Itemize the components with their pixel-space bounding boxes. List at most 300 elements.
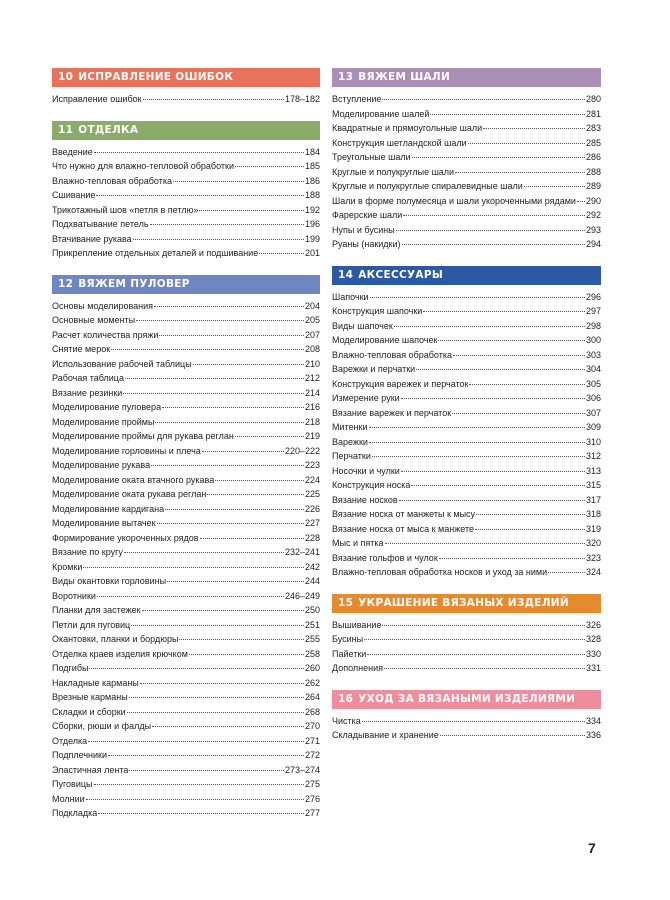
toc-entry[interactable]: [332, 290, 601, 305]
entry-label: Окантовки, планки и бордюры: [52, 634, 179, 644]
dot-leader: [403, 214, 585, 216]
entry-label: Планки для застежек: [52, 605, 141, 615]
toc-entry[interactable]: [332, 208, 601, 223]
toc-entry[interactable]: [332, 493, 601, 508]
dot-leader: [385, 542, 585, 544]
dot-leader: [483, 127, 585, 129]
entry-page: 223: [304, 460, 320, 470]
toc-entry[interactable]: [332, 551, 601, 566]
dot-leader: [150, 223, 304, 225]
toc-entry[interactable]: [332, 420, 601, 435]
entry-page: 185: [304, 161, 320, 171]
dot-leader: [97, 595, 284, 597]
dot-leader: [86, 798, 304, 800]
dot-leader: [127, 711, 304, 713]
toc-section-16: [332, 690, 601, 743]
entry-page: 334: [585, 715, 601, 726]
toc-entry[interactable]: [52, 589, 320, 604]
page-number: 7: [588, 840, 596, 856]
entry-page: 318: [585, 509, 601, 519]
dot-leader: [98, 812, 304, 814]
entry-label: Втачивание рукава: [52, 233, 132, 244]
section-title: АКСЕССУАРЫ: [358, 268, 444, 281]
dot-leader: [577, 200, 585, 202]
dot-leader: [159, 334, 304, 336]
toc-entry[interactable]: [52, 719, 320, 734]
dot-leader: [235, 435, 304, 437]
entry-page: 262: [304, 677, 320, 688]
toc-entry[interactable]: [332, 237, 601, 252]
right-column: [332, 68, 601, 757]
entry-page: 285: [585, 137, 601, 148]
entry-page: 186: [304, 175, 320, 186]
entry-page: 207: [304, 329, 320, 340]
dot-leader: [162, 406, 304, 408]
entry-page: 268: [304, 706, 320, 717]
dot-leader: [402, 243, 585, 245]
toc-entry[interactable]: [332, 179, 601, 194]
entry-page: 330: [585, 648, 601, 659]
entry-page: 264: [304, 692, 320, 702]
entry-label: Моделирование вытачек: [52, 518, 156, 528]
toc-entry[interactable]: [332, 449, 601, 464]
section-title: УКРАШЕНИЕ ВЯЗАНЫХ ИЗДЕЛИЙ: [358, 596, 569, 609]
toc-entry[interactable]: [332, 150, 601, 165]
entry-page: 246–249: [284, 590, 320, 601]
toc-entry[interactable]: [52, 545, 320, 560]
entry-label: Накладные карманы: [52, 677, 139, 688]
section-number: 11: [58, 123, 74, 136]
entry-label: Вязание гольфов и чулок: [332, 552, 438, 563]
dot-leader: [96, 194, 304, 196]
entry-label: Треугольные шали: [332, 152, 411, 162]
section-header: [52, 121, 320, 140]
toc-entry[interactable]: [52, 342, 320, 357]
entry-label: Квадратные и прямоугольные шали: [332, 123, 483, 133]
dot-leader: [370, 296, 585, 298]
toc-entry[interactable]: [52, 560, 320, 575]
dot-leader: [455, 171, 585, 173]
toc-entry[interactable]: [332, 165, 601, 180]
entry-page: 283: [585, 123, 601, 133]
toc-entry[interactable]: [332, 136, 601, 151]
entry-label: Вязание по кругу: [52, 547, 123, 557]
entry-page: 290: [585, 195, 601, 206]
entry-page: 315: [585, 480, 601, 490]
dot-leader: [83, 566, 304, 568]
dot-leader: [179, 638, 304, 640]
entry-label: Эластичная лента: [52, 764, 129, 775]
entry-label: Круглые и полукруглые шали: [332, 166, 455, 177]
entry-page: 220–222: [284, 445, 320, 456]
entry-label: Митенки: [332, 422, 368, 432]
toc-entry[interactable]: [52, 159, 320, 174]
entry-label: Прикрепление отдельных деталей и подшивание: [52, 248, 259, 258]
entry-page: 297: [585, 306, 601, 316]
toc-entry[interactable]: [52, 502, 320, 517]
entry-label: Складки и сборки: [52, 706, 126, 717]
toc-entry[interactable]: [332, 435, 601, 450]
dot-leader: [412, 156, 585, 158]
toc-entry[interactable]: [332, 522, 601, 537]
entry-page: 304: [585, 364, 601, 374]
entry-page: 276: [304, 793, 320, 804]
entry-label: Влажно-тепловая обработка: [52, 175, 172, 186]
entry-label: Основы моделирования: [52, 300, 154, 311]
dot-leader: [124, 551, 284, 553]
dot-leader: [439, 557, 585, 559]
entry-page: 292: [585, 210, 601, 220]
section-header: [332, 690, 601, 709]
section-title: УХОД ЗА ВЯЗАНЫМИ ИЗДЕЛИЯМИ: [358, 692, 576, 705]
dot-leader: [382, 98, 585, 100]
toc-entry[interactable]: [52, 371, 320, 386]
dot-leader: [469, 383, 584, 385]
toc-entry[interactable]: [52, 487, 320, 502]
toc-entry[interactable]: [52, 690, 320, 705]
toc-entry[interactable]: [52, 92, 320, 107]
dot-leader: [193, 363, 304, 365]
toc-entry[interactable]: [52, 386, 320, 401]
entry-label: Конструкция шетландской шали: [332, 137, 467, 148]
toc-section-14: [332, 266, 601, 580]
toc-entry[interactable]: [52, 792, 320, 807]
dot-leader: [384, 667, 585, 669]
entry-page: 323: [585, 552, 601, 563]
toc-entry[interactable]: [52, 647, 320, 662]
dot-leader: [140, 682, 304, 684]
dot-leader: [165, 508, 304, 510]
entry-label: Что нужно для влажно-тепловой обработки: [52, 161, 234, 171]
toc-entry[interactable]: [332, 377, 601, 392]
toc-entry[interactable]: [332, 304, 601, 319]
entry-page: 306: [585, 393, 601, 403]
entry-label: Бусины: [332, 634, 364, 644]
dot-leader: [394, 325, 585, 327]
entry-label: Сшивание: [52, 190, 96, 200]
dot-leader: [108, 754, 304, 756]
toc-entry[interactable]: [52, 444, 320, 459]
toc-entry[interactable]: [52, 400, 320, 415]
entry-page: 277: [304, 808, 320, 818]
toc-entry[interactable]: [52, 632, 320, 647]
entry-label: Моделирование горловины и плеча: [52, 445, 201, 456]
toc-entry[interactable]: [52, 676, 320, 691]
entry-page: 208: [304, 344, 320, 354]
toc-entry[interactable]: [52, 618, 320, 633]
entry-label: Рабочая таблица: [52, 373, 124, 383]
toc-entry[interactable]: [52, 705, 320, 720]
toc-entry[interactable]: [52, 777, 320, 792]
toc-entry[interactable]: [52, 145, 320, 160]
dot-leader: [89, 667, 304, 669]
entry-page: 218: [304, 416, 320, 427]
toc-section-12: [52, 275, 320, 821]
entry-label: Отделка краев изделия крючком: [52, 648, 188, 659]
section-header: [52, 68, 320, 87]
dot-leader: [411, 484, 585, 486]
entry-page: 242: [304, 561, 320, 572]
entry-label: Кромки: [52, 561, 83, 572]
entry-label: Складывание и хранение: [332, 730, 439, 740]
entry-label: Моделирование шалей: [332, 108, 430, 119]
dot-leader: [207, 493, 304, 495]
dot-leader: [142, 609, 304, 611]
dot-leader: [155, 421, 304, 423]
dot-leader: [125, 377, 304, 379]
dot-leader: [200, 537, 304, 539]
entry-page: 331: [585, 663, 601, 673]
entry-label: Моделирование проймы для рукава реглан: [52, 431, 234, 441]
entry-page: 184: [304, 146, 320, 157]
section-number: 15: [338, 596, 354, 609]
toc-entry[interactable]: [332, 565, 601, 580]
entry-label: Врезные карманы: [52, 692, 128, 702]
toc-entry[interactable]: [52, 763, 320, 778]
dot-leader: [401, 397, 585, 399]
dot-leader: [259, 252, 304, 254]
entry-page: 251: [304, 619, 320, 630]
entry-page: 312: [585, 451, 601, 461]
entry-label: Вязание носка от мыса к манжете: [332, 523, 474, 534]
toc-entry[interactable]: [332, 728, 601, 743]
entry-page: 273–274: [284, 764, 320, 775]
entry-page: 227: [304, 518, 320, 528]
toc-entry[interactable]: [52, 748, 320, 763]
toc-entry[interactable]: [52, 806, 320, 821]
entry-page: 280: [585, 94, 601, 104]
dot-leader: [129, 696, 304, 698]
entry-label: Виды окантовки горловины: [52, 576, 167, 586]
entry-page: 205: [304, 315, 320, 325]
toc-entry[interactable]: [332, 223, 601, 238]
toc-entry[interactable]: [52, 188, 320, 203]
toc-entry[interactable]: [52, 734, 320, 749]
toc-entry[interactable]: [52, 429, 320, 444]
toc-entry[interactable]: [52, 217, 320, 232]
entry-page: 309: [585, 422, 601, 432]
entry-label: Вязание носка от манжеты к мысу: [332, 509, 476, 519]
entry-label: Варежки: [332, 436, 368, 447]
dot-leader: [202, 450, 284, 452]
toc-entry[interactable]: [52, 415, 320, 430]
entry-page: 281: [585, 108, 601, 119]
toc-entry[interactable]: [52, 203, 320, 218]
dot-leader: [475, 528, 585, 530]
entry-label: Исправление ошибок: [52, 94, 142, 104]
dot-leader: [372, 455, 585, 457]
entry-page: 328: [585, 634, 601, 644]
dot-leader: [215, 479, 304, 481]
entry-page: 210: [304, 358, 320, 369]
entry-label: Снятие мерок: [52, 344, 111, 354]
dot-leader: [129, 769, 284, 771]
toc-entry[interactable]: [332, 333, 601, 348]
entry-label: Пайетки: [332, 648, 367, 659]
dot-leader: [111, 348, 304, 350]
entry-label: Вышивание: [332, 619, 382, 630]
left-column: [52, 68, 320, 835]
dot-leader: [476, 513, 585, 515]
dot-leader: [167, 580, 304, 582]
entry-page: 289: [585, 181, 601, 191]
section-number: 13: [338, 71, 354, 83]
dot-leader: [430, 113, 585, 115]
toc-entry[interactable]: [52, 328, 320, 343]
entry-label: Использование рабочей таблицы: [52, 358, 192, 369]
dot-leader: [199, 209, 304, 211]
toc-entry[interactable]: [52, 531, 320, 546]
toc-entry[interactable]: [52, 516, 320, 531]
toc-entry[interactable]: [332, 661, 601, 676]
entry-label: Моделирование кардигана: [52, 503, 165, 514]
entry-label: Шали в форме полумесяца и шали укороченными рядами: [332, 195, 576, 206]
toc-entry[interactable]: [332, 464, 601, 479]
toc-entry[interactable]: [52, 299, 320, 314]
toc-entry[interactable]: [332, 92, 601, 107]
dot-leader: [136, 319, 304, 321]
toc-entry[interactable]: [52, 313, 320, 328]
dot-leader: [369, 426, 585, 428]
entry-label: Влажно-тепловая обработка: [332, 349, 452, 360]
section-header: [332, 594, 601, 613]
entry-page: 212: [304, 373, 320, 383]
toc-entry[interactable]: [332, 406, 601, 421]
entry-label: Вступление: [332, 94, 382, 104]
toc-entry[interactable]: [332, 536, 601, 551]
entry-page: 336: [585, 730, 601, 740]
entry-label: Моделирование пуловера: [52, 402, 162, 412]
entry-label: Подплечники: [52, 750, 108, 760]
dot-leader: [396, 229, 585, 231]
entry-page: 300: [585, 335, 601, 345]
entry-page: 270: [304, 721, 320, 731]
entry-label: Вязание резинки: [52, 387, 123, 398]
dot-leader: [452, 412, 585, 414]
toc-entry[interactable]: [52, 246, 320, 261]
entry-label: Виды шапочек: [332, 320, 393, 331]
toc-section-15: [332, 594, 601, 676]
toc-entry[interactable]: [332, 714, 601, 729]
entry-page: 310: [585, 436, 601, 447]
section-title: ИСПРАВЛЕНИЕ ОШИБОК: [78, 71, 234, 83]
entry-label: Основные моменты: [52, 315, 136, 325]
toc-entry[interactable]: [52, 661, 320, 676]
dot-leader: [423, 310, 585, 312]
entry-page: 272: [304, 750, 320, 760]
entry-page: 204: [304, 300, 320, 311]
dot-leader: [123, 392, 304, 394]
section-number: 12: [58, 277, 74, 290]
dot-leader: [369, 441, 585, 443]
entry-label: Моделирование шапочек: [332, 335, 438, 345]
toc-entry[interactable]: [332, 121, 601, 136]
toc-entry[interactable]: [332, 618, 601, 633]
entry-page: 225: [304, 489, 320, 499]
entry-page: 178–182: [284, 94, 320, 104]
entry-label: Шапочки: [332, 291, 369, 302]
toc-entry[interactable]: [52, 458, 320, 473]
toc-entry[interactable]: [332, 507, 601, 522]
dot-leader: [235, 165, 304, 167]
entry-label: Подгибы: [52, 663, 89, 673]
entry-label: Трикотажный шов «петля в петлю»: [52, 204, 199, 215]
entry-label: Измерение руки: [332, 393, 400, 403]
dot-leader: [440, 734, 585, 736]
entry-page: 188: [304, 190, 320, 200]
entry-label: Конструкция носка: [332, 480, 411, 490]
toc-entry[interactable]: [332, 348, 601, 363]
entry-label: Пуговицы: [52, 779, 93, 789]
dot-leader: [364, 638, 585, 640]
toc-entry[interactable]: [52, 574, 320, 589]
dot-leader: [453, 354, 585, 356]
entry-page: 317: [585, 494, 601, 505]
entry-page: 275: [304, 779, 320, 789]
section-number: 10: [58, 71, 74, 83]
toc-entry[interactable]: [332, 319, 601, 334]
entry-label: Перчатки: [332, 451, 371, 461]
section-title: ВЯЖЕМ ПУЛОВЕР: [78, 277, 190, 290]
dot-leader: [382, 624, 585, 626]
dot-leader: [133, 238, 304, 240]
entry-label: Петли для пуговиц: [52, 619, 131, 630]
toc-entry[interactable]: [332, 391, 601, 406]
toc-entry[interactable]: [332, 632, 601, 647]
dot-leader: [524, 185, 585, 187]
toc-entry[interactable]: [52, 473, 320, 488]
dot-leader: [131, 624, 304, 626]
entry-page: 250: [304, 605, 320, 615]
section-header: [332, 68, 601, 87]
section-header: [52, 275, 320, 294]
entry-page: 244: [304, 576, 320, 586]
entry-page: 286: [585, 152, 601, 162]
toc-entry[interactable]: [52, 357, 320, 372]
entry-page: 288: [585, 166, 601, 177]
entry-label: Введение: [52, 146, 93, 157]
toc-entry[interactable]: [52, 603, 320, 618]
entry-label: Моделирование оката рукава реглан: [52, 489, 207, 499]
entry-page: 228: [304, 532, 320, 543]
toc-entry[interactable]: [332, 194, 601, 209]
section-title: ОТДЕЛКА: [78, 123, 139, 136]
toc-entry[interactable]: [52, 174, 320, 189]
dot-leader: [189, 653, 304, 655]
entry-page: 294: [585, 239, 601, 249]
dot-leader: [151, 464, 304, 466]
section-header: [332, 266, 601, 285]
entry-page: 319: [585, 523, 601, 534]
entry-label: Моделирование оката втачного рукава: [52, 474, 215, 485]
dot-leader: [152, 725, 304, 727]
dot-leader: [362, 720, 585, 722]
entry-label: Круглые и полукруглые спиралевидные шали: [332, 181, 523, 191]
toc-entry[interactable]: [332, 647, 601, 662]
entry-page: 305: [585, 378, 601, 389]
entry-label: Сборки, рюши и фалды: [52, 721, 152, 731]
toc-entry[interactable]: [52, 232, 320, 247]
toc-entry[interactable]: [332, 362, 601, 377]
entry-label: Молнии: [52, 793, 85, 804]
toc-section-13: [332, 68, 601, 252]
toc-entry[interactable]: [332, 107, 601, 122]
entry-label: Фарерские шали: [332, 210, 403, 220]
entry-page: 271: [304, 735, 320, 746]
toc-entry[interactable]: [332, 478, 601, 493]
entry-page: 199: [304, 233, 320, 244]
entry-page: 298: [585, 320, 601, 331]
